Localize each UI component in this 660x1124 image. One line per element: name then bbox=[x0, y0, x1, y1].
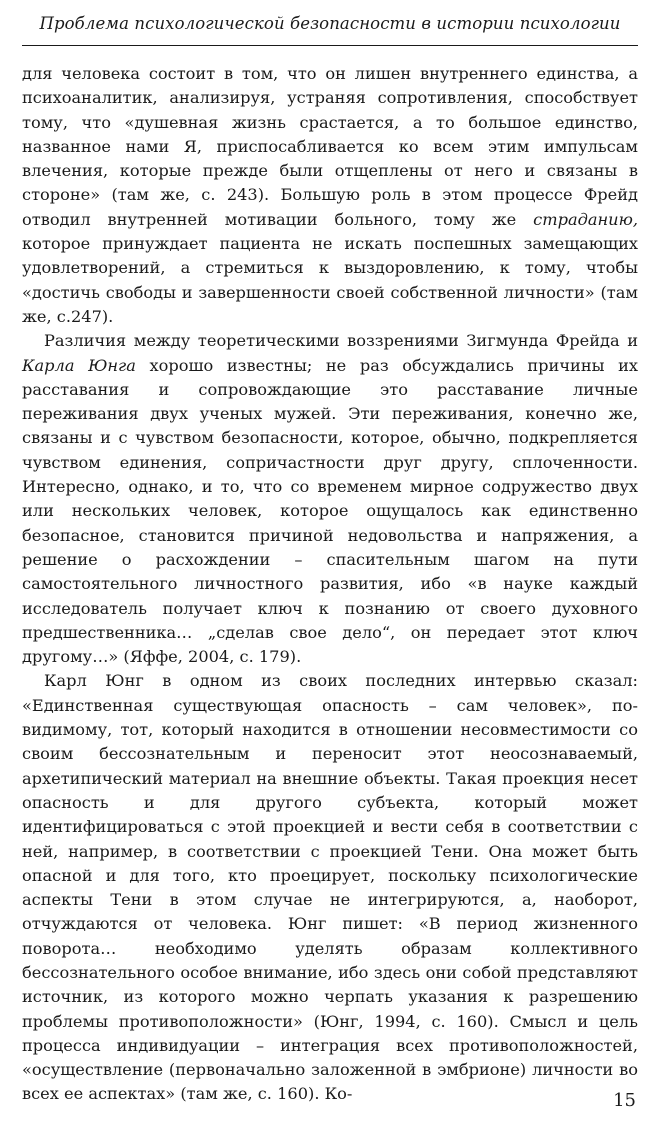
body-text bbox=[22, 62, 638, 1107]
running-head: Проблема психологической безопасности в истории психологии bbox=[39, 14, 621, 33]
paragraph-2-text-a: Различия между теоретическими воззрениями Зигмунда Фрейда и bbox=[44, 331, 638, 351]
page-number: 15 bbox=[613, 1090, 636, 1111]
paragraph-2-italic-name: Карла Юнга bbox=[22, 355, 136, 375]
paragraph-3 bbox=[22, 669, 638, 1106]
paragraph-1-text-b: которое принуждает пациента не искать поспешных замещающих удовлетворений, а стремиться к выздоровлению, к тому, чтобы «достичь свободы и завершенности своей собственной личности» (там же, с.247). bbox=[22, 234, 638, 326]
paragraph-3-text: Карл Юнг в одном из своих последних интервью сказал: «Единственная существующая опасность – сам человек», по-видимому, тот, который находится в отношении несовместимости со своим бессознательным и переносит этот неосознаваемый, архетипический материал на внешние объекты. Такая проекция несет опасность и для другого субъекта, который может идентифицироваться с этой проекцией и вести себя в соответствии с ней, например, в соответствии с проекцией Тени. Она может быть опасной и для того, кто проецирует, поскольку психологические аспекты Тени в этом случае не интегрируются, а, наоборот, отчуждаются от человека. Юнг пишет: «В период жизненного поворота… необходимо уделять образам коллективного бессознательного особое внимание, ибо здесь они собой представляют источник, из которого можно черпать указания к разрешению проблемы противоположности» (Юнг, 1994, с. 160). Смысл и цель процесса индивидуации – интеграция всех противоположностей, «осуществление (первоначально заложенной в эмбрионе) личности во всех ее аспектах» (там же, с. 160). Ко- bbox=[22, 671, 638, 1104]
paragraph-1 bbox=[22, 62, 638, 329]
paragraph-2 bbox=[22, 329, 638, 669]
paragraph-1-italic-term: страданию, bbox=[533, 209, 638, 229]
paragraph-1-text-a: для человека состоит в том, что он лишен внутреннего единства, а психоаналитик, анализируя, устраняя сопротивления, способствует тому, что «душевная жизнь срастается, а то большое единство, названное нами Я, приспосабливается ко всем этим импульсам влечения, которые прежде были отщеплены от него и связаны в стороне» (там же, с. 243). Большую роль в этом процессе Фрейд отводил внутренней мотивации больного, тому же bbox=[22, 64, 638, 229]
paragraph-2-text-b: хорошо известны; не раз обсуждались причины их расставания и сопровождающие это расставание личные переживания двух ученых мужей. Эти переживания, конечно же, связаны и с чувством безопасности, которое, обычно, подкрепляется чувством единения, сопричастности друг другу, сплоченности. Интересно, однако, и то, что со временем мирное содружество двух или нескольких человек, которое ощущалось как единственно безопасное, становится причиной недовольства и напряжения, а решение о расхождении – спасительным шагом на пути самостоятельного личностного развития, ибо «в науке каждый исследователь получает ключ к познанию от своего духовного предшественника… „сделав свое дело“, он передает этот ключ другому…» (Яффе, 2004, с. 179). bbox=[22, 355, 638, 667]
header-rule bbox=[22, 45, 638, 46]
